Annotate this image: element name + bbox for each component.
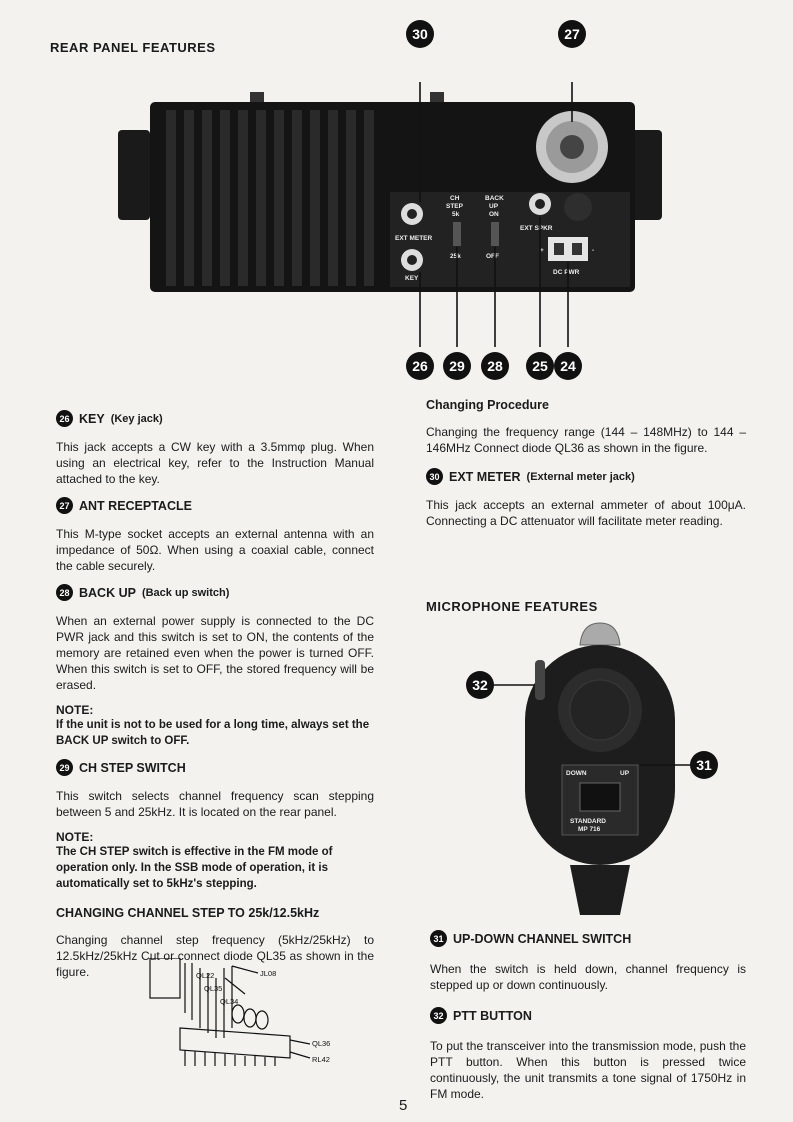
mic-callout-31: 31 [690,751,718,779]
svg-text:25k: 25k [450,253,461,260]
fig-ql35: QL35 [204,984,223,993]
left-column [56,410,374,980]
rear-panel-title: REAR PANEL FEATURES [50,40,216,55]
callout-29: 29 [443,352,471,380]
key-number: 26 [56,410,73,427]
note2-label: NOTE: [56,830,94,844]
ptt-body: To put the transceiver into the transmission mode, push the PTT button. When this button is pressed twice continuously, the unit transmits a tone signal of 1750Hz in FM mode. [430,1039,746,1101]
page-number: 5 [399,1097,408,1114]
svg-text:ON: ON [489,211,499,218]
extmeter-body: This jack accepts an external ammeter of about 100μA. Connecting a DC attenuator will facilitate meter reading. [426,498,746,528]
extmeter-heading [426,468,746,485]
callout-24: 24 [554,352,582,380]
ant-body: This M-type socket accepts an external antenna with an impedance of 50Ω. When using a coaxial cable, connect the cable securely. [56,527,374,573]
callout-27: 27 [558,20,586,48]
callout-28: 28 [481,352,509,380]
extmeter-number: 30 [426,468,443,485]
svg-text:EXT SPKR: EXT SPKR [520,225,553,232]
updown-number: 31 [430,930,447,947]
ant-heading [56,497,374,514]
backup-heading [56,584,374,601]
extmeter-title: EXT METER [449,469,521,484]
mic-callout-32: 32 [466,671,494,699]
updown-body: When the switch is held down, channel frequency is stepped up or down continuously. [430,962,746,992]
svg-text:CH: CH [450,195,460,202]
ptt-number: 32 [430,1007,447,1024]
right-column-top [426,398,746,529]
svg-text:EXT METER: EXT METER [395,235,433,242]
key-body: This jack accepts a CW key with a 3.5mmφ plug. When using an electrical key, refer to the Instruction Manual attached to the key. [56,440,374,486]
svg-text:-: - [592,247,595,254]
mic-title: MICROPHONE FEATURES [426,599,598,614]
svg-text:STEP: STEP [446,203,463,210]
key-heading [56,410,374,427]
callout-25: 25 [526,352,554,380]
fig-jl08: JL08 [260,969,277,978]
svg-text:KEY: KEY [405,275,419,282]
mic-model: MP 716 [578,826,601,833]
mic-up-label: UP [620,770,630,777]
mic-brand: STANDARD [570,818,606,825]
svg-text:+: + [540,247,544,254]
updown-title: UP-DOWN CHANNEL SWITCH [453,931,632,946]
fig-rl42: RL42 [312,1055,330,1064]
key-subtitle: (Key jack) [110,412,163,425]
changing-heading: CHANGING CHANNEL STEP TO 25k/12.5kHz [56,906,320,920]
ant-number: 27 [56,497,73,514]
diode-figure [140,958,340,1070]
chstep-number: 29 [56,759,73,776]
callout-30: 30 [406,20,434,48]
svg-text:OFF: OFF [486,253,499,260]
mic-down-label: DOWN [566,770,587,777]
svg-text:DC PWR: DC PWR [553,269,580,276]
svg-text:5k: 5k [452,211,460,218]
svg-text:UP: UP [489,203,499,210]
updown-heading [430,930,746,947]
changing-body: Changing channel step frequency (5kHz/25kHz) to 12.5kHz/25kHz Cut or connect diode QL35 as shown in the figure. [56,933,374,979]
extmeter-subtitle: (External meter jack) [526,470,635,483]
chstep-heading [56,759,374,776]
chstep-body: This switch selects channel frequency scan stepping between 5 and 25kHz. It is located on the rear panel. [56,789,374,819]
svg-text:BACK: BACK [485,195,504,202]
right-column-bottom [430,930,746,1102]
fig-ql22: QL22 [196,971,215,980]
backup-title: BACK UP [79,585,136,600]
procedure-title: Changing Procedure [426,398,549,412]
ptt-title: PTT BUTTON [453,1008,532,1023]
backup-subtitle: (Back up switch) [141,586,230,599]
fig-ql36: QL36 [312,1039,331,1048]
key-title: KEY [79,411,105,426]
rear-panel-illustration [100,82,680,382]
backup-body: When an external power supply is connected to the DC PWR jack and this switch is set to ON, the contents of the memory are retained even when the power is turned OFF. When this switch is set to OFF, the stored frequency will be erased. [56,614,374,692]
ant-title: ANT RECEPTACLE [79,498,192,513]
ptt-heading [430,1007,746,1024]
note2-text: The CH STEP switch is effective in the FM mode of operation only. In the SSB mode of operation, it is automatically set to 5kHz's stepping. [56,846,333,890]
callout-26: 26 [406,352,434,380]
chstep-title: CH STEP SWITCH [79,760,186,775]
note1-label: NOTE: [56,703,94,717]
fig-ql34: QL34 [220,997,239,1006]
note1-text: If the unit is not to be used for a long time, always set the BACK UP switch to OFF. [56,719,370,747]
backup-number: 28 [56,584,73,601]
procedure-body: Changing the frequency range (144 – 148MHz) to 144 – 146MHz Connect diode QL36 as shown in the figure. [426,425,746,455]
